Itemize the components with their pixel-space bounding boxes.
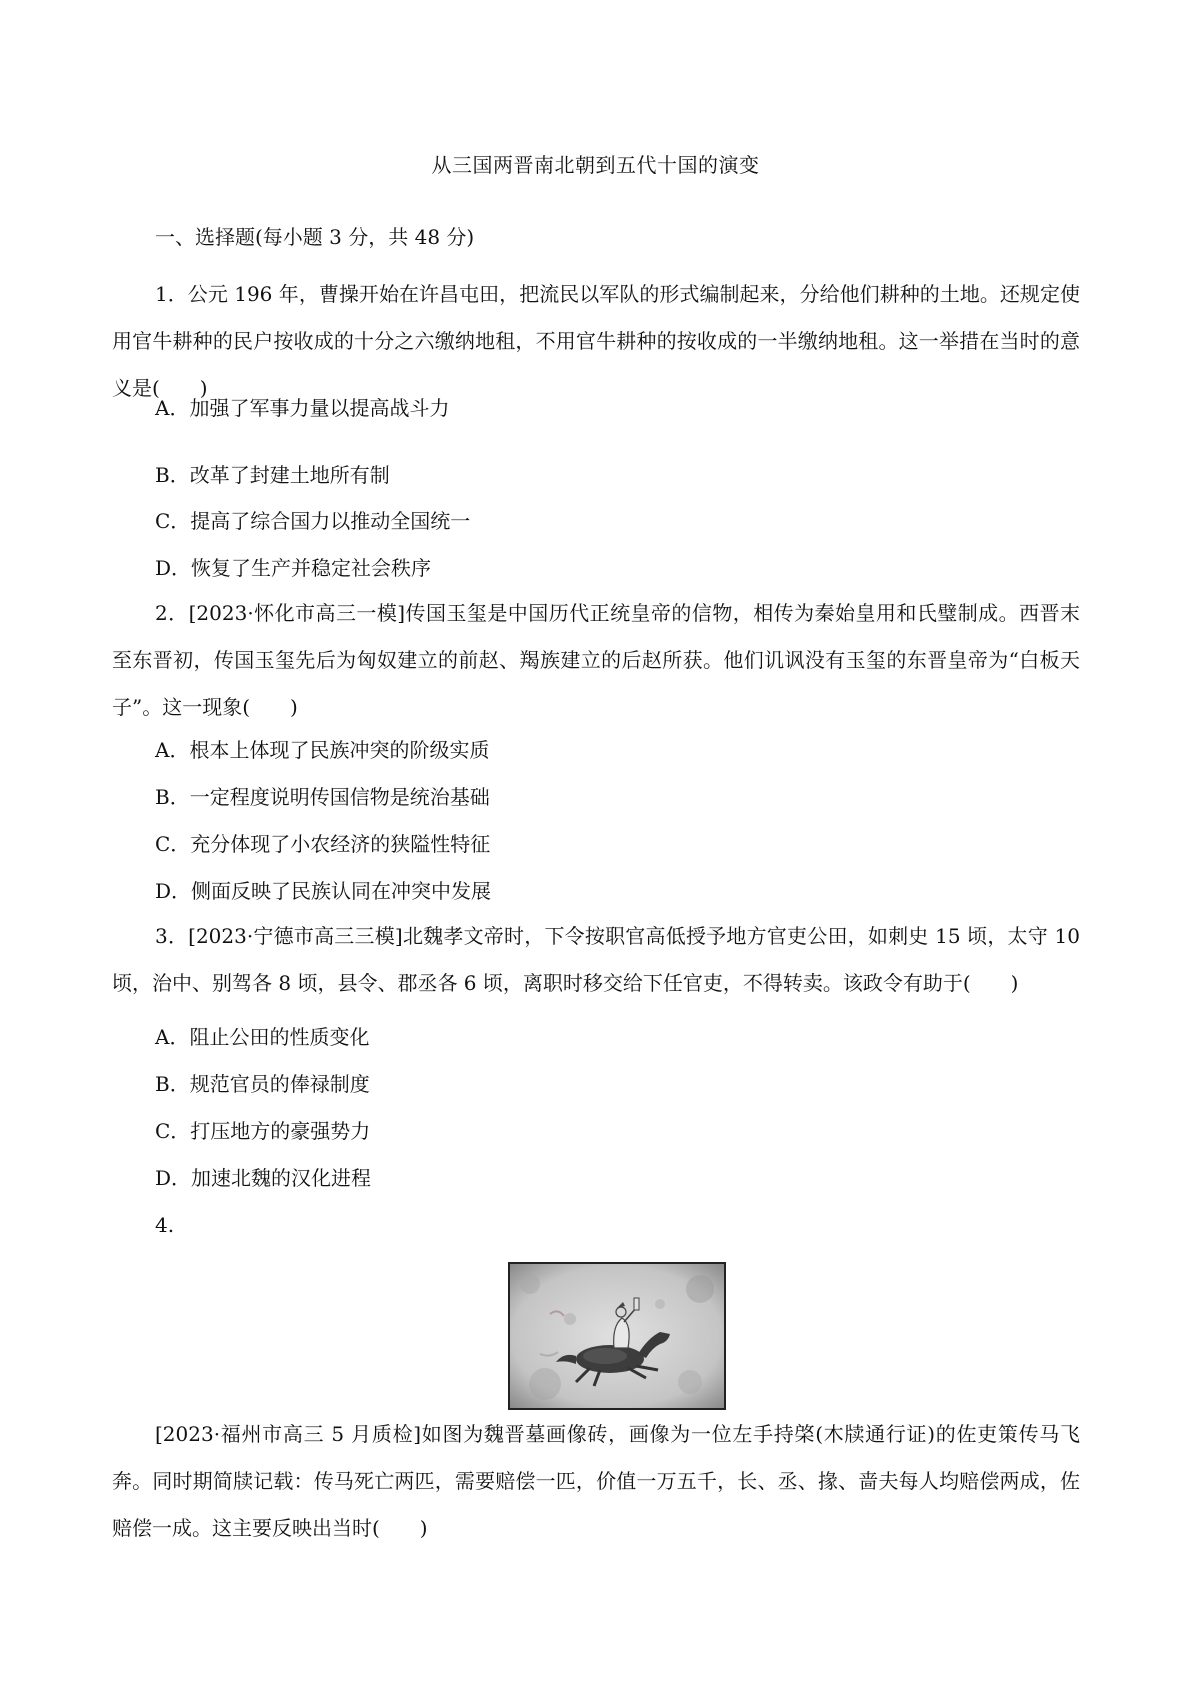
question-3-option-a: A．阻止公田的性质变化 — [155, 1025, 370, 1049]
question-3-option-c: C．打压地方的豪强势力 — [155, 1119, 371, 1143]
page-title: 从三国两晋南北朝到五代十国的演变 — [431, 153, 760, 177]
question-1-stem: 1．公元 196 年，曹操开始在许昌屯田，把流民以军队的形式编制起来，分给他们耕种的土地。还规定使用官牛耕种的民户按收成的十分之六缴纳地租，不用官牛耕种的按收成的一半缴纳地租。这一举措在当时的意义是( ) — [112, 282, 1080, 400]
question-3-option-b: B．规范官员的俸禄制度 — [155, 1072, 370, 1096]
question-1-option-b: B．改革了封建土地所有制 — [155, 463, 390, 487]
question-3-stem: 3．[2023·宁德市高三三模]北魏孝文帝时，下令按职官高低授予地方官吏公田，如刺史 15 顷，太守 10 顷，治中、别驾各 8 顷，县令、郡丞各 6 顷，离职时移交给下任官吏，不得转卖。该政令有助于( ) — [112, 924, 1080, 995]
question-3-option-d: D．加速北魏的汉化进程 — [155, 1166, 372, 1190]
question-2-option-a: A．根本上体现了民族冲突的阶级实质 — [155, 738, 490, 762]
question-1-option-c: C．提高了综合国力以推动全国统一 — [155, 509, 471, 533]
section-heading: 一、选择题(每小题 3 分，共 48 分) — [155, 225, 475, 249]
painted-brick-rider-image — [508, 1262, 726, 1410]
question-2-stem: 2．[2023·怀化市高三一模]传国玉玺是中国历代正统皇帝的信物，相传为秦始皇用和氏璧制成。西晋末至东晋初，传国玉玺先后为匈奴建立的前赵、羯族建立的后赵所获。他们讥讽没有玉玺的东晋皇帝为“白板天子”。这一现象( ) — [112, 601, 1080, 719]
question-2-option-c: C．充分体现了小农经济的狭隘性特征 — [155, 832, 491, 856]
question-1-option-d: D．恢复了生产并稳定社会秩序 — [155, 556, 432, 580]
question-4-number: 4. — [155, 1213, 175, 1237]
question-1-option-a: A．加强了军事力量以提高战斗力 — [155, 396, 450, 420]
question-2-option-b: B．一定程度说明传国信物是统治基础 — [155, 785, 490, 809]
question-4-stem: [2023·福州市高三 5 月质检]如图为魏晋墓画像砖，画像为一位左手持棨(木牍通行证)的佐吏策传马飞奔。同时期简牍记载：传马死亡两匹，需要赔偿一匹，价值一万五千，长、丞、掾、啬夫每人均赔偿两成，佐赔偿一成。这主要反映出当时( ) — [112, 1422, 1080, 1540]
question-2-option-d: D．侧面反映了民族认同在冲突中发展 — [155, 879, 492, 903]
